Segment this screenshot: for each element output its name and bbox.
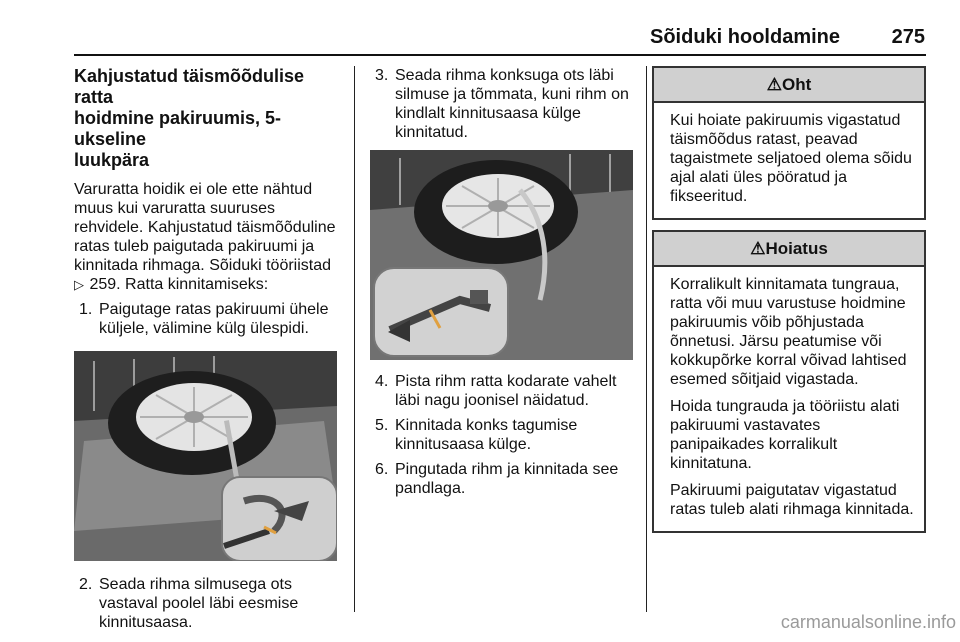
caution-paragraph: Pakiruumi paigutatav vigastatud ratas tuleb alati rihmaga kinnitada.	[670, 482, 914, 518]
step-item: 5. Kinnitada konks tagumise kinnitusaasa külge.	[375, 417, 578, 453]
page-reference-arrow-icon: ▷	[74, 277, 84, 292]
section-title: Kahjustatud täismõõdulise ratta hoidmine pakiruumis, 5-ukseline luukpära	[74, 66, 305, 170]
step-item: 3. Seada rihma konksuga ots läbi silmuse ja tõmmata, kuni rihm on kindlalt kinnitusaasa külge kinnitatud.	[375, 67, 629, 141]
warning-triangle-icon: ⚠	[766, 75, 782, 94]
watermark: carmanualsonline.info	[780, 612, 956, 632]
caution-box-heading: ⚠Hoiatus	[654, 232, 924, 267]
page-reference-link[interactable]: 259. Ratta kinnitamiseks:	[89, 276, 269, 293]
step-item: 1. Paigutage ratas pakiruumi ühele küljele, välimine külg ülespidi.	[79, 301, 329, 337]
intro-paragraph: Varuratta hoidik ei ole ette nähtud muus kui varuratta suuruses rehvidele. Kahjustatud täismõõduline ratas tuleb paigutada pakiruumi ja kinnitada rihmaga. Sõiduki tööriistad ▷ 259. Ratta kinnitamiseks:	[74, 181, 336, 293]
step-item: 6. Pingutada rihm ja kinnitada see pandlaga.	[375, 461, 619, 497]
middle-column	[370, 66, 636, 504]
wheel-in-trunk-strap-loop-illustration	[74, 351, 337, 561]
step-item: 4. Pista rihm ratta kodarate vahelt läbi nagu joonisel näidatud.	[375, 373, 617, 409]
danger-box-heading: ⚠Oht	[654, 68, 924, 103]
column-divider	[354, 66, 355, 612]
step-item: 2. Seada rihma silmusega ots vastaval poolel läbi eesmise kinnitusaasa.	[79, 576, 299, 631]
caution-paragraph: Hoida tungrauda ja tööriistu alati pakiruumi vastavates panipaikades korralikult kinnitatuna.	[670, 398, 900, 472]
right-column	[652, 66, 926, 543]
danger-box	[652, 66, 926, 220]
wheel-in-trunk-strap-hook-illustration	[370, 150, 633, 360]
caution-box	[652, 230, 926, 533]
caution-box-text	[654, 267, 924, 531]
column-divider	[646, 66, 647, 612]
caution-paragraph: Korralikult kinnitamata tungraua, ratta või muu varustuse hoidmine pakiruumis võib põhjustada õnnetusi. Järsu peatumise või kokkupõrke korral võivad lahtised esemed sõitjaid vigastada.	[670, 276, 907, 388]
header-title: Sõiduki hooldamine	[649, 26, 840, 48]
header-rule	[74, 54, 926, 56]
page-number: 275	[891, 26, 925, 48]
danger-box-text: Kui hoiate pakiruumis vigastatud täismõõdus ratast, peavad tagaistmete seljatoed olema sõidu ajal alati üles pööratud ja fikseeritud.	[670, 112, 912, 205]
left-column	[74, 66, 340, 638]
warning-triangle-icon: ⚠	[750, 239, 766, 258]
